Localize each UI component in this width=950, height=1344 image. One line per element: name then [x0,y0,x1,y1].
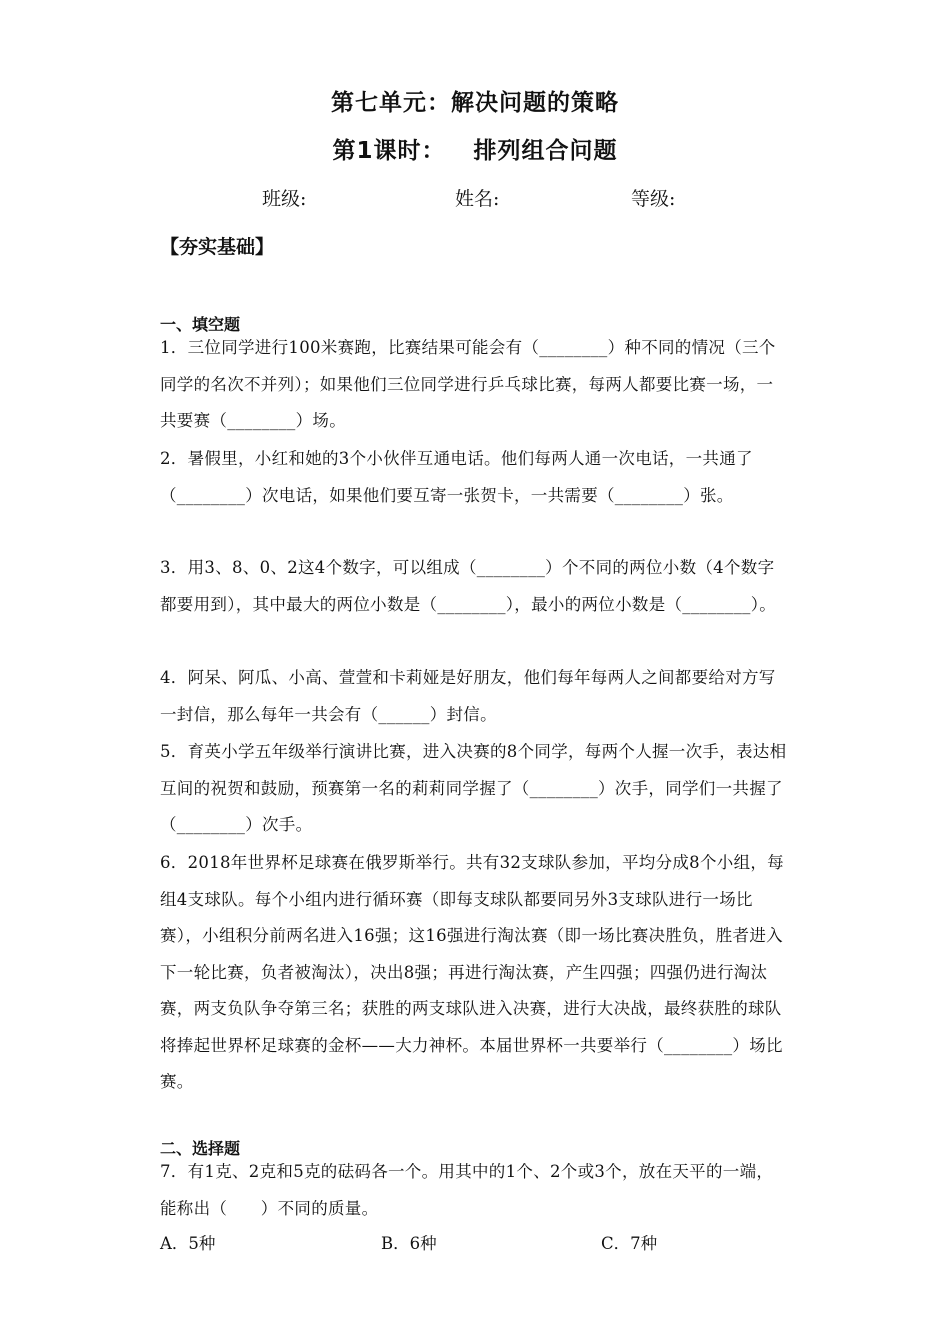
question-6: 6．2018年世界杯足球赛在俄罗斯举行。共有32支球队参加，平均分成8个小组，每组4支球队。每个小组内进行循环赛（即每支球队都要同另外3支球队进行一场比赛），小组积分前两名进入16强；这16强进行淘汰赛（即一场比赛决胜负，胜者进入下一轮比赛，负者被淘汰），决出8强；再进行淘汰赛，产生四强；四强仍进行淘汰赛，两支负队争夺第三名；获胜的两支球队进入决赛，进行大决战，最终获胜的球队将捧起世界杯足球赛的金杯——大力神杯。本届世界杯一共要举行（________）场比赛。 [160,853,784,1091]
lesson-prefix: 第1课时： [332,138,446,164]
option-b: B．6种 [381,1234,437,1253]
class-label: 班级: [262,188,307,210]
lesson-title [0,132,950,165]
name-label: 姓名: [455,188,500,210]
section-heading: 【夯实基础】 [160,236,275,258]
question-4: 4．阿呆、阿瓜、小高、萱萱和卡莉娅是好朋友，他们每年每两人之间都要给对方写一封信，那么每年一共会有（______）封信。 [160,668,776,724]
option-c: C．7种 [601,1234,658,1253]
question-2: 2．暑假里，小红和她的3个小伙伴互通电话。他们每两人通一次电话，一共通了（________）次电话，如果他们要互寄一张贺卡，一共需要（________）张。 [160,449,753,505]
multiple-choice-heading: 二、选择题 [160,1139,241,1158]
grade-label: 等级: [631,188,676,210]
question-1: 1．三位同学进行100米赛跑，比赛结果可能会有（________）种不同的情况（三个同学的名次不并列）；如果他们三位同学进行乒乓球比赛，每两人都要比赛一场，一共要赛（________）场。 [160,338,776,430]
option-a: A．5种 [160,1234,216,1253]
unit-title: 第七单元：解决问题的策略 [331,90,619,116]
lesson-topic: 排列组合问题 [473,138,618,164]
question-3: 3．用3、8、0、2这4个数字，可以组成（________）个不同的两位小数（4个数字都要用到），其中最大的两位小数是（________），最小的两位小数是（________）。 [160,558,777,614]
fill-blank-heading: 一、填空题 [160,315,241,334]
question-5: 5．育英小学五年级举行演讲比赛，进入决赛的8个同学，每两个人握一次手，表达相互间的祝贺和鼓励，预赛第一名的莉莉同学握了（________）次手，同学们一共握了（________）次手。 [160,742,787,834]
question-7: 7．有1克、2克和5克的砝码各一个。用其中的1个、2个或3个，放在天平的一端，能称出（ ）不同的质量。 [160,1162,774,1218]
